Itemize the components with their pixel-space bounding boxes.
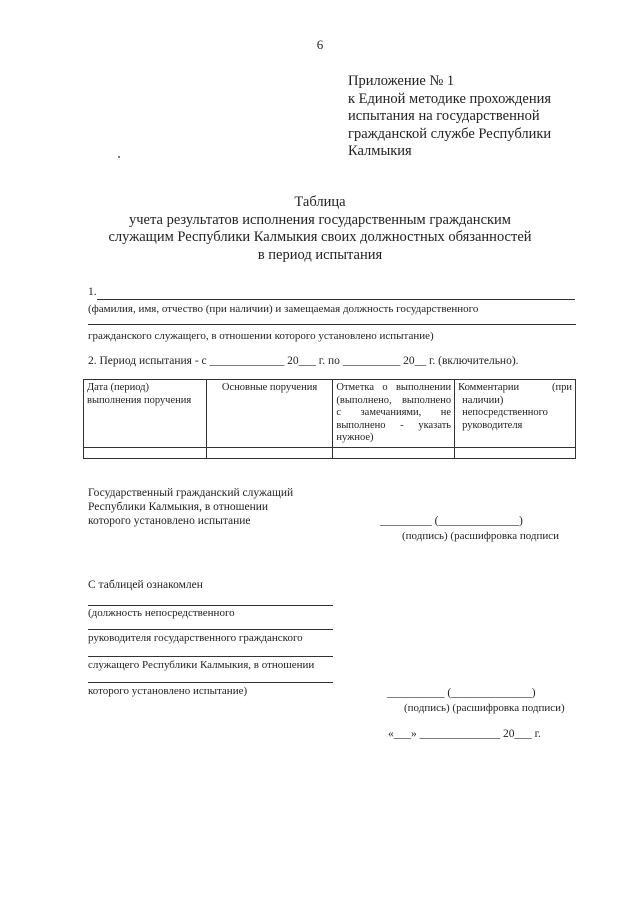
- table-cell[interactable]: [333, 447, 455, 458]
- header-text: выполнения поручения: [87, 394, 192, 406]
- appendix-line: к Единой методике прохождения: [348, 90, 552, 107]
- employee-signature-caption: (подпись) (расшифровка подписи: [402, 530, 560, 542]
- table-cell[interactable]: [206, 447, 333, 458]
- header-text: руководителя: [462, 419, 523, 431]
- appendix-heading: [348, 73, 598, 161]
- supervisor-line[interactable]: [88, 605, 333, 606]
- supervisor-caption: которого установлено испытание): [88, 685, 248, 697]
- field-1-caption-2: гражданского служащего, в отношении которого установлено испытание): [88, 330, 434, 342]
- table-header-row: [84, 380, 576, 448]
- document-title: [0, 194, 640, 264]
- employee-label-line: Государственный гражданский служащий: [88, 487, 294, 499]
- header-text: Дата (период): [87, 382, 149, 393]
- title-line: учета результатов исполнения государственным гражданским: [129, 211, 511, 228]
- header-text: нужное): [336, 432, 374, 444]
- supervisor-caption: руководителя государственного гражданского: [88, 632, 303, 644]
- acquainted-heading: С таблицей ознакомлен: [88, 579, 203, 591]
- table-cell[interactable]: [84, 447, 207, 458]
- header-text: Отметка о выполнении: [336, 382, 452, 393]
- header-text: наличии): [462, 394, 504, 406]
- supervisor-line[interactable]: [88, 656, 333, 657]
- appendix-line: Приложение № 1: [348, 73, 455, 89]
- date-field[interactable]: «___» ______________ 20___ г.: [388, 728, 541, 740]
- stray-dot: [118, 156, 120, 158]
- header-text: Основные поручения: [221, 382, 318, 393]
- appendix-line: гражданской службе Республики: [348, 125, 552, 142]
- results-table: [83, 379, 576, 459]
- header-cell-mark: [333, 380, 455, 448]
- header-text: выполнено - указать: [336, 419, 452, 431]
- employee-signature-field[interactable]: _________ (______________): [380, 515, 523, 527]
- field-1-caption: (фамилия, имя, отчество (при наличии) и замещаемая должность государственного: [88, 303, 479, 315]
- title-line: Таблица: [294, 194, 346, 210]
- field-1-line[interactable]: [97, 299, 575, 300]
- supervisor-line[interactable]: [88, 629, 333, 630]
- field-1-line-2[interactable]: [88, 324, 576, 325]
- supervisor-signature-caption: (подпись) (расшифровка подписи): [404, 702, 565, 714]
- appendix-line: Калмыкия: [348, 143, 412, 160]
- header-cell-date: [84, 380, 207, 448]
- employee-label-line: которого установлено испытание: [88, 515, 251, 527]
- header-text: (выполнено, выполнено: [336, 394, 452, 406]
- period-line: 2. Период испытания - с _____________ 20___ г. по __________ 20__ г. (включительно).: [88, 355, 519, 367]
- title-line: служащим Республики Калмыкия своих должностных обязанностей: [108, 229, 532, 246]
- header-text: Комментарии (при: [458, 382, 572, 393]
- header-text: непосредственного: [462, 407, 548, 419]
- table-cell[interactable]: [455, 447, 576, 458]
- title-line: в период испытания: [257, 246, 383, 263]
- supervisor-caption: (должность непосредственного: [88, 607, 235, 619]
- table-row: [84, 447, 576, 458]
- employee-label: [88, 486, 293, 528]
- field-1-number: 1.: [88, 286, 97, 298]
- employee-label-line: Республики Калмыкия, в отношении: [88, 501, 269, 513]
- appendix-line: испытания на государственной: [348, 108, 540, 125]
- header-text: с замечаниями, не: [336, 407, 452, 419]
- supervisor-line[interactable]: [88, 682, 333, 683]
- supervisor-caption: служащего Республики Калмыкия, в отношении: [88, 659, 315, 671]
- supervisor-signature-field[interactable]: __________ (______________): [387, 687, 536, 699]
- header-cell-comments: [455, 380, 576, 448]
- page-number: 6: [316, 37, 324, 52]
- header-cell-tasks: [206, 380, 333, 448]
